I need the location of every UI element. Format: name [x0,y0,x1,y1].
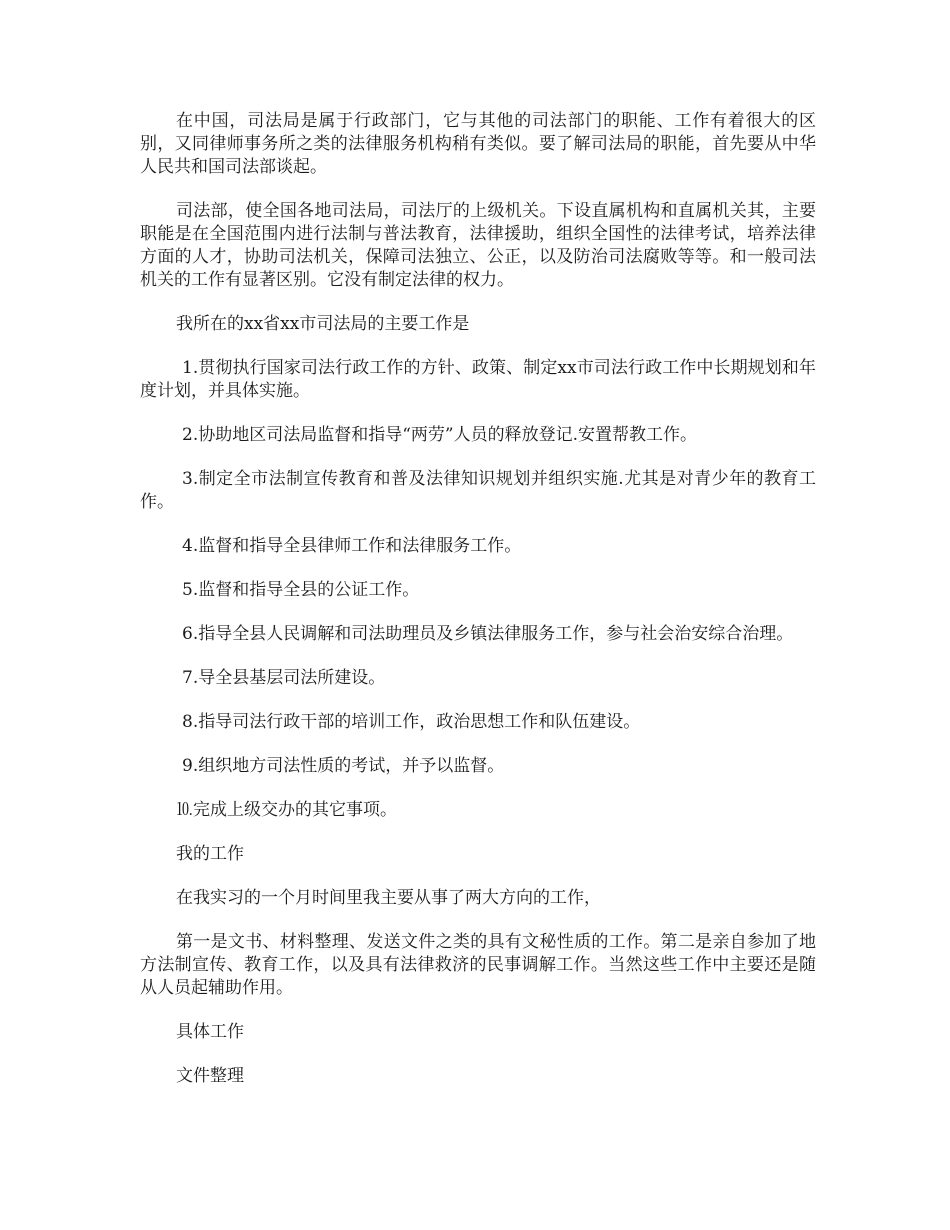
section-heading-file-work: 文件整理 [176,1066,244,1086]
document-body [140,110,816,1109]
duty-item: 3.制定全市法制宣传教育和普及法律知识规划并组织实施.尤其是对青少年的教育工作。 [140,469,816,512]
my-work-paragraph: 在我实习的一个月时间里我主要从事了两大方向的工作， [176,888,601,908]
duty-item: 2.协助地区司法局监督和指导“两劳”人员的释放登记.安置帮教工作。 [182,425,698,445]
duty-item: 1.贯彻执行国家司法行政工作的方针、政策、制定xx市司法行政工作中长期规划和年度计划，并具体实施。 [140,358,816,401]
duty-item: 9.组织地方司法性质的考试，并予以监督。 [182,756,505,776]
section-heading-my-work: 我的工作 [176,844,244,864]
duty-item: 8.指导司法行政干部的培训工作，政治思想工作和队伍建设。 [182,712,641,732]
duty-item: ⒑完成上级交办的其它事项。 [176,800,397,820]
ministry-paragraph: 司法部，使全国各地司法局，司法厅的上级机关。下设直属机构和直属机关其，主要职能是在全国范围内进行法制与普法教育，法律援助，组织全国性的法律考试，培养法律方面的人才，协助司法机关，保障司法独立、公正，以及防治司法腐败等等。和一般司法机关的工作有显著区别。它没有制定法律的权力。 [140,201,816,290]
section-heading-specific-work: 具体工作 [176,1022,244,1042]
duty-item: 4.监督和指导全县律师工作和法律服务工作。 [182,536,522,556]
bureau-duties-intro: 我所在的xx省xx市司法局的主要工作是 [176,314,470,334]
duty-item: 5.监督和指导全县的公证工作。 [182,580,420,600]
my-work-paragraph: 第一是文书、材料整理、发送文件之类的具有文秘性质的工作。第二是亲自参加了地方法制宣传、教育工作，以及具有法律救济的民事调解工作。当然这些工作中主要还是随从人员起辅助作用。 [140,932,816,998]
duty-item: 7.导全县基层司法所建设。 [182,668,386,688]
intro-paragraph: 在中国，司法局是属于行政部门，它与其他的司法部门的职能、工作有着很大的区别，又同律师事务所之类的法律服务机构稍有类似。要了解司法局的职能，首先要从中华人民共和国司法部谈起。 [140,111,816,177]
duty-item: 6.指导全县人民调解和司法助理员及乡镇法律服务工作，参与社会治安综合治理。 [182,624,794,644]
